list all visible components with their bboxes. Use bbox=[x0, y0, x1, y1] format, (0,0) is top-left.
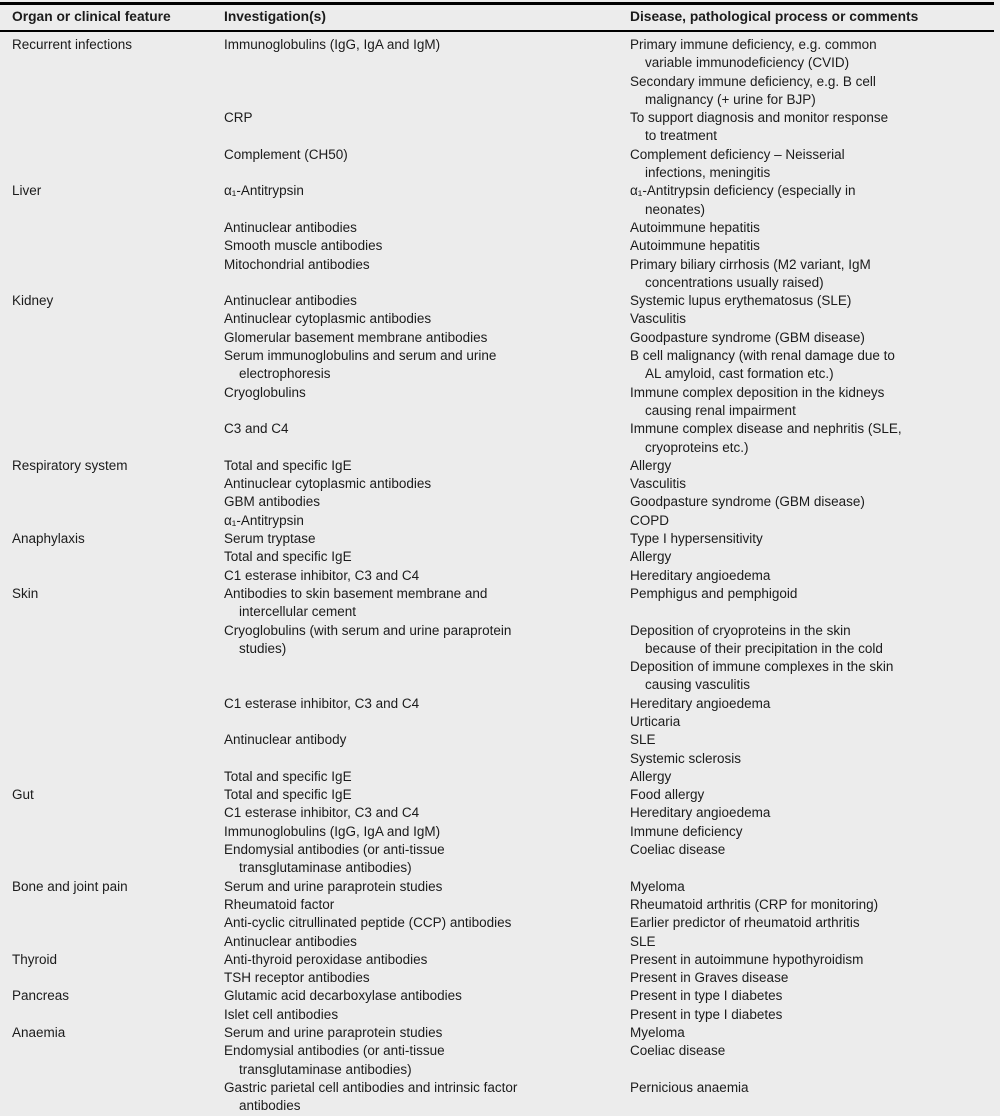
comment-line: Present in type I diabetes bbox=[630, 1006, 783, 1022]
organ-cell bbox=[12, 329, 224, 330]
organ-cell bbox=[12, 512, 224, 513]
table-row bbox=[0, 347, 994, 384]
investigation-cell bbox=[224, 987, 630, 1005]
comment-line: causing vasculitis bbox=[645, 677, 751, 693]
comments-cell bbox=[630, 823, 994, 841]
organ-cell bbox=[12, 420, 224, 421]
investigation-line: Endomysial antibodies (or anti-tissue bbox=[224, 1043, 445, 1059]
table-row bbox=[0, 987, 994, 1005]
investigation-cell bbox=[224, 310, 630, 328]
organ-cell bbox=[12, 493, 224, 494]
table-row bbox=[0, 219, 994, 237]
organ-label: Thyroid bbox=[12, 951, 58, 967]
investigation-line: Serum tryptase bbox=[224, 531, 316, 547]
comment-line: Secondary immune deficiency, e.g. B cell bbox=[630, 73, 876, 89]
investigation-cell bbox=[224, 548, 630, 566]
organ-cell bbox=[12, 622, 224, 623]
organ-cell bbox=[12, 1042, 224, 1043]
investigation-line: Endomysial antibodies (or anti-tissue bbox=[224, 842, 445, 858]
investigation-line: Anti-thyroid peroxidase antibodies bbox=[224, 951, 428, 967]
investigation-line: Glutamic acid decarboxylase antibodies bbox=[224, 988, 462, 1004]
table-row bbox=[0, 109, 994, 146]
investigation-line: Glomerular basement membrane antibodies bbox=[224, 329, 488, 345]
investigation-cell bbox=[224, 896, 630, 914]
table-row bbox=[0, 310, 994, 328]
investigation-line: CRP bbox=[224, 110, 253, 126]
comments-cell bbox=[630, 310, 994, 328]
investigation-cell bbox=[224, 786, 630, 804]
column-header-investigations: Investigation(s) bbox=[224, 9, 326, 24]
organ-cell bbox=[12, 804, 224, 805]
organ-cell bbox=[12, 951, 224, 969]
comment-line: to treatment bbox=[645, 128, 718, 144]
investigation-cell bbox=[224, 146, 630, 164]
table-row bbox=[0, 182, 994, 219]
investigation-cell bbox=[224, 878, 630, 896]
organ-cell bbox=[12, 1079, 224, 1080]
organ-cell bbox=[12, 457, 224, 475]
table-row bbox=[0, 457, 994, 475]
table-row bbox=[0, 329, 994, 347]
organ-cell bbox=[12, 695, 224, 696]
table-row bbox=[0, 585, 994, 622]
comments-cell bbox=[630, 1024, 994, 1042]
organ-cell bbox=[12, 969, 224, 970]
investigation-cell bbox=[224, 933, 630, 951]
comment-line: Allergy bbox=[630, 768, 672, 784]
table-row bbox=[0, 36, 994, 109]
organ-label: Liver bbox=[12, 183, 42, 199]
investigation-line: Complement (CH50) bbox=[224, 146, 348, 162]
table-row bbox=[0, 969, 994, 987]
investigation-cell bbox=[224, 512, 630, 530]
comments-cell bbox=[630, 731, 994, 768]
organ-cell bbox=[12, 256, 224, 257]
comments-cell bbox=[630, 420, 994, 457]
investigation-line: Total and specific IgE bbox=[224, 457, 352, 473]
comment-line: α₁-Antitrypsin deficiency (especially in bbox=[630, 183, 856, 199]
investigation-cell bbox=[224, 237, 630, 255]
investigation-line: Antinuclear antibodies bbox=[224, 933, 357, 949]
comment-line: Myeloma bbox=[630, 1025, 685, 1041]
table-row bbox=[0, 896, 994, 914]
investigation-cell bbox=[224, 567, 630, 585]
investigation-cell bbox=[224, 530, 630, 548]
comment-line: Food allergy bbox=[630, 787, 705, 803]
comments-cell bbox=[630, 548, 994, 566]
investigation-cell bbox=[224, 329, 630, 347]
comments-cell bbox=[630, 256, 994, 293]
investigation-line: Mitochondrial antibodies bbox=[224, 256, 370, 272]
table-row bbox=[0, 804, 994, 822]
comment-line: Immune complex deposition in the kidneys bbox=[630, 384, 885, 400]
organ-label: Pancreas bbox=[12, 988, 70, 1004]
investigation-line: Smooth muscle antibodies bbox=[224, 238, 383, 254]
investigation-cell bbox=[224, 914, 630, 932]
comment-line: Hereditary angioedema bbox=[630, 805, 771, 821]
investigation-line: Gastric parietal cell antibodies and intrinsic factor bbox=[224, 1079, 518, 1095]
comments-cell bbox=[630, 237, 994, 255]
table-row bbox=[0, 237, 994, 255]
comments-cell bbox=[630, 109, 994, 146]
table-row bbox=[0, 512, 994, 530]
comments-cell bbox=[630, 1006, 994, 1024]
comment-line: AL amyloid, cast formation etc.) bbox=[645, 366, 834, 382]
comment-line: causing renal impairment bbox=[645, 402, 796, 418]
organ-cell bbox=[12, 219, 224, 220]
table-row bbox=[0, 786, 994, 804]
investigation-line: TSH receptor antibodies bbox=[224, 970, 370, 986]
investigations-table bbox=[0, 2, 994, 1116]
comment-line: infections, meningitis bbox=[645, 165, 771, 181]
investigation-line: Antinuclear cytoplasmic antibodies bbox=[224, 476, 432, 492]
investigation-cell bbox=[224, 622, 630, 659]
organ-cell bbox=[12, 933, 224, 934]
table-row bbox=[0, 256, 994, 293]
investigation-line: Rheumatoid factor bbox=[224, 896, 335, 912]
organ-cell bbox=[12, 914, 224, 915]
investigation-cell bbox=[224, 768, 630, 786]
organ-cell bbox=[12, 384, 224, 385]
investigation-cell bbox=[224, 731, 630, 749]
investigation-line: Islet cell antibodies bbox=[224, 1006, 339, 1022]
investigation-line: GBM antibodies bbox=[224, 494, 321, 510]
comments-cell bbox=[630, 987, 994, 1005]
comment-line: Goodpasture syndrome (GBM disease) bbox=[630, 329, 865, 345]
investigation-cell bbox=[224, 695, 630, 713]
organ-cell bbox=[12, 1006, 224, 1007]
table-row bbox=[0, 933, 994, 951]
table-row bbox=[0, 695, 994, 732]
investigation-cell bbox=[224, 841, 630, 878]
investigation-line: Cryoglobulins (with serum and urine paraprotein bbox=[224, 622, 512, 638]
organ-cell bbox=[12, 567, 224, 568]
comment-line: Present in Graves disease bbox=[630, 970, 789, 986]
investigation-cell bbox=[224, 182, 630, 200]
investigation-cell bbox=[224, 475, 630, 493]
investigation-line: transglutaminase antibodies) bbox=[239, 860, 412, 876]
comments-cell bbox=[630, 36, 994, 109]
comment-line: cryoproteins etc.) bbox=[645, 439, 749, 455]
investigation-line: Total and specific IgE bbox=[224, 787, 352, 803]
comment-line: Vasculitis bbox=[630, 311, 687, 327]
investigation-cell bbox=[224, 292, 630, 310]
comments-cell bbox=[630, 493, 994, 511]
investigation-line: α₁-Antitrypsin bbox=[224, 183, 304, 199]
comments-cell bbox=[630, 933, 994, 951]
comments-cell bbox=[630, 1079, 994, 1097]
organ-label: Gut bbox=[12, 787, 34, 803]
table-row bbox=[0, 475, 994, 493]
investigation-cell bbox=[224, 457, 630, 475]
comment-line: SLE bbox=[630, 732, 656, 748]
comment-line: Hereditary angioedema bbox=[630, 695, 771, 711]
table-row bbox=[0, 951, 994, 969]
organ-cell bbox=[12, 548, 224, 549]
comment-line: Deposition of cryoproteins in the skin bbox=[630, 622, 851, 638]
investigation-line: Immunoglobulins (IgG, IgA and IgM) bbox=[224, 823, 441, 839]
investigation-cell bbox=[224, 493, 630, 511]
investigation-cell bbox=[224, 1024, 630, 1042]
investigation-cell bbox=[224, 256, 630, 274]
organ-cell bbox=[12, 585, 224, 603]
comment-line: Earlier predictor of rheumatoid arthritis bbox=[630, 915, 860, 931]
comments-cell bbox=[630, 695, 994, 732]
investigation-cell bbox=[224, 804, 630, 822]
comment-line: Coeliac disease bbox=[630, 1043, 726, 1059]
investigation-line: C1 esterase inhibitor, C3 and C4 bbox=[224, 695, 420, 711]
investigation-line: electrophoresis bbox=[239, 366, 331, 382]
table-row bbox=[0, 384, 994, 421]
investigation-line: C1 esterase inhibitor, C3 and C4 bbox=[224, 805, 420, 821]
table-row bbox=[0, 1079, 994, 1116]
organ-cell bbox=[12, 292, 224, 310]
organ-cell bbox=[12, 768, 224, 769]
investigation-line: intercellular cement bbox=[239, 604, 357, 620]
organ-label: Kidney bbox=[12, 293, 54, 309]
comment-line: Pernicious anaemia bbox=[630, 1079, 749, 1095]
organ-label: Recurrent infections bbox=[12, 37, 133, 52]
investigation-line: Serum immunoglobulins and serum and urine bbox=[224, 348, 497, 364]
table-row bbox=[0, 622, 994, 695]
organ-cell bbox=[12, 109, 224, 110]
comments-cell bbox=[630, 896, 994, 914]
comments-cell bbox=[630, 622, 994, 695]
table-row bbox=[0, 1042, 994, 1079]
comments-cell bbox=[630, 914, 994, 932]
table-row bbox=[0, 841, 994, 878]
organ-cell bbox=[12, 146, 224, 147]
comment-line: Primary immune deficiency, e.g. common bbox=[630, 37, 877, 52]
investigation-line: Serum and urine paraprotein studies bbox=[224, 878, 443, 894]
table-header-row bbox=[0, 5, 994, 32]
comments-cell bbox=[630, 146, 994, 183]
investigation-line: Total and specific IgE bbox=[224, 549, 352, 565]
organ-label: Skin bbox=[12, 585, 39, 601]
comments-cell bbox=[630, 1042, 994, 1060]
comment-line: To support diagnosis and monitor response bbox=[630, 110, 889, 126]
comment-line: Urticaria bbox=[630, 713, 681, 729]
comments-cell bbox=[630, 347, 994, 384]
comments-cell bbox=[630, 292, 994, 310]
comments-cell bbox=[630, 512, 994, 530]
organ-cell bbox=[12, 530, 224, 548]
investigation-line: Total and specific IgE bbox=[224, 768, 352, 784]
table-row bbox=[0, 493, 994, 511]
investigation-line: Anti-cyclic citrullinated peptide (CCP) antibodies bbox=[224, 915, 512, 931]
table-row bbox=[0, 823, 994, 841]
comment-line: concentrations usually raised) bbox=[645, 274, 824, 290]
table-row bbox=[0, 731, 994, 768]
organ-cell bbox=[12, 1024, 224, 1042]
table-row bbox=[0, 567, 994, 585]
table-row bbox=[0, 768, 994, 786]
table-row bbox=[0, 914, 994, 932]
organ-cell bbox=[12, 475, 224, 476]
investigation-line: Immunoglobulins (IgG, IgA and IgM) bbox=[224, 37, 441, 52]
comment-line: Present in type I diabetes bbox=[630, 988, 783, 1004]
comment-line: Immune deficiency bbox=[630, 823, 743, 839]
investigation-line: studies) bbox=[239, 640, 287, 656]
organ-cell bbox=[12, 347, 224, 348]
comments-cell bbox=[630, 768, 994, 786]
organ-cell bbox=[12, 823, 224, 824]
investigation-line: Antinuclear antibodies bbox=[224, 219, 357, 235]
comment-line: Goodpasture syndrome (GBM disease) bbox=[630, 494, 865, 510]
column-header-disease-comments: Disease, pathological process or comments bbox=[630, 9, 919, 24]
comments-cell bbox=[630, 585, 994, 603]
investigation-cell bbox=[224, 823, 630, 841]
organ-cell bbox=[12, 878, 224, 896]
comment-line: Autoimmune hepatitis bbox=[630, 219, 760, 235]
investigation-cell bbox=[224, 384, 630, 402]
comment-line: Present in autoimmune hypothyroidism bbox=[630, 951, 864, 967]
organ-label: Anaemia bbox=[12, 1025, 66, 1041]
comments-cell bbox=[630, 878, 994, 896]
comment-line: Rheumatoid arthritis (CRP for monitoring) bbox=[630, 896, 879, 912]
table-body bbox=[0, 32, 994, 1116]
organ-cell bbox=[12, 182, 224, 200]
comment-line: Systemic sclerosis bbox=[630, 750, 742, 766]
comments-cell bbox=[630, 567, 994, 585]
comment-line: B cell malignancy (with renal damage due to bbox=[630, 348, 895, 364]
table-row bbox=[0, 878, 994, 896]
organ-label: Anaphylaxis bbox=[12, 531, 85, 547]
investigation-cell bbox=[224, 969, 630, 987]
comment-line: Autoimmune hepatitis bbox=[630, 238, 760, 254]
comment-line: Allergy bbox=[630, 457, 672, 473]
investigation-line: Antinuclear antibodies bbox=[224, 293, 357, 309]
investigation-line: C3 and C4 bbox=[224, 421, 289, 437]
comment-line: SLE bbox=[630, 933, 656, 949]
comments-cell bbox=[630, 329, 994, 347]
comment-line: because of their precipitation in the cold bbox=[645, 640, 883, 656]
comment-line: malignancy (+ urine for BJP) bbox=[645, 91, 816, 107]
investigation-cell bbox=[224, 347, 630, 384]
investigation-line: C1 esterase inhibitor, C3 and C4 bbox=[224, 567, 420, 583]
investigation-line: α₁-Antitrypsin bbox=[224, 512, 304, 528]
table-row bbox=[0, 548, 994, 566]
organ-cell bbox=[12, 310, 224, 311]
investigation-line: Antibodies to skin basement membrane and bbox=[224, 585, 488, 601]
investigation-line: Antinuclear cytoplasmic antibodies bbox=[224, 311, 432, 327]
comment-line: Immune complex disease and nephritis (SLE, bbox=[630, 421, 902, 437]
investigation-cell bbox=[224, 1079, 630, 1116]
comment-line: Hereditary angioedema bbox=[630, 567, 771, 583]
comments-cell bbox=[630, 969, 994, 987]
organ-cell bbox=[12, 841, 224, 842]
comment-line: neonates) bbox=[645, 201, 706, 217]
investigation-cell bbox=[224, 420, 630, 438]
investigation-cell bbox=[224, 219, 630, 237]
organ-label: Respiratory system bbox=[12, 457, 128, 473]
comments-cell bbox=[630, 384, 994, 421]
comment-line: Complement deficiency – Neisserial bbox=[630, 146, 845, 162]
comments-cell bbox=[630, 841, 994, 859]
comment-line: Coeliac disease bbox=[630, 842, 726, 858]
comment-line: Primary biliary cirrhosis (M2 variant, IgM bbox=[630, 256, 871, 272]
comments-cell bbox=[630, 804, 994, 822]
comment-line: Type I hypersensitivity bbox=[630, 531, 763, 547]
organ-cell bbox=[12, 731, 224, 732]
comments-cell bbox=[630, 530, 994, 548]
table-row bbox=[0, 420, 994, 457]
comment-line: Deposition of immune complexes in the skin bbox=[630, 659, 894, 675]
table-row bbox=[0, 292, 994, 310]
table-row bbox=[0, 1006, 994, 1024]
investigation-cell bbox=[224, 585, 630, 622]
table-row bbox=[0, 146, 994, 183]
investigation-cell bbox=[224, 951, 630, 969]
column-header-organ: Organ or clinical feature bbox=[12, 9, 171, 24]
comments-cell bbox=[630, 182, 994, 219]
investigation-line: Serum and urine paraprotein studies bbox=[224, 1025, 443, 1041]
comments-cell bbox=[630, 786, 994, 804]
comment-line: Pemphigus and pemphigoid bbox=[630, 585, 798, 601]
organ-label: Bone and joint pain bbox=[12, 878, 128, 894]
comment-line: Vasculitis bbox=[630, 476, 687, 492]
organ-cell bbox=[12, 36, 224, 54]
comment-line: Myeloma bbox=[630, 878, 685, 894]
comment-line: Allergy bbox=[630, 549, 672, 565]
organ-cell bbox=[12, 237, 224, 238]
investigation-line: transglutaminase antibodies) bbox=[239, 1061, 412, 1077]
investigation-line: Cryoglobulins bbox=[224, 384, 306, 400]
table-row bbox=[0, 1024, 994, 1042]
comment-line: variable immunodeficiency (CVID) bbox=[645, 55, 850, 71]
organ-cell bbox=[12, 896, 224, 897]
investigation-line: antibodies bbox=[239, 1098, 301, 1114]
investigation-cell bbox=[224, 109, 630, 127]
investigation-line: Antinuclear antibody bbox=[224, 732, 347, 748]
comments-cell bbox=[630, 219, 994, 237]
comment-line: COPD bbox=[630, 512, 670, 528]
organ-cell bbox=[12, 786, 224, 804]
investigation-cell bbox=[224, 1042, 630, 1079]
organ-cell bbox=[12, 987, 224, 1005]
comments-cell bbox=[630, 457, 994, 475]
comments-cell bbox=[630, 475, 994, 493]
table-row bbox=[0, 530, 994, 548]
comment-line: Systemic lupus erythematosus (SLE) bbox=[630, 293, 852, 309]
investigation-cell bbox=[224, 36, 630, 54]
investigation-cell bbox=[224, 1006, 630, 1024]
comments-cell bbox=[630, 951, 994, 969]
